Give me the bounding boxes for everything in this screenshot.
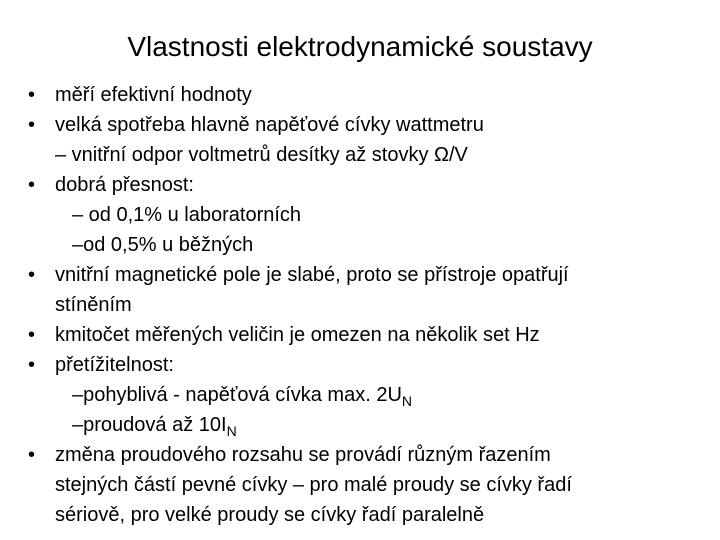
list-item-continuation <box>28 140 708 170</box>
subscript: N <box>401 393 413 409</box>
bullet-icon: • <box>28 444 36 466</box>
list-item <box>28 80 708 110</box>
list-item-continuation <box>28 470 708 500</box>
list-item-text: přetížitelnost: <box>55 354 174 376</box>
list-item-text: stíněním <box>55 294 132 316</box>
sub-item-text: –proudová až 10I <box>72 414 227 436</box>
list-item <box>28 110 708 140</box>
list-item <box>28 260 708 290</box>
list-item-continuation <box>28 290 708 320</box>
slide-title: Vlastnosti elektrodynamické soustavy <box>127 31 593 62</box>
bullet-icon: • <box>28 114 36 136</box>
bullet-icon: • <box>28 324 36 346</box>
list-item-text: velká spotřeba hlavně napěťové cívky wattmetru <box>55 114 484 136</box>
list-item <box>28 440 708 470</box>
sub-item <box>28 380 708 410</box>
list-item-text: dobrá přesnost: <box>55 174 194 196</box>
list-item-text: vnitřní magnetické pole je slabé, proto se přístroje opatřují <box>55 264 569 286</box>
list-item <box>28 350 708 380</box>
list-item <box>28 320 708 350</box>
sub-item <box>28 410 708 440</box>
sub-item-text: –od 0,5% u běžných <box>72 234 254 256</box>
sub-item <box>28 230 708 260</box>
list-item-text: stejných částí pevné cívky – pro malé proudy se cívky řadí <box>55 474 572 496</box>
list-item-text: měří efektivní hodnoty <box>55 84 252 106</box>
sub-item-text: –pohyblivá - napěťová cívka max. 2U <box>72 384 402 406</box>
bullet-icon: • <box>28 354 36 376</box>
bullet-icon: • <box>28 174 36 196</box>
list-item-text: změna proudového rozsahu se provádí různým řazením <box>55 444 551 466</box>
list-item <box>28 170 708 200</box>
sub-item-text: – od 0,1% u laboratorních <box>72 204 302 226</box>
bullet-icon: • <box>28 264 36 286</box>
sub-item <box>28 200 708 230</box>
bullet-list <box>28 80 708 530</box>
list-item-text: sériově, pro velké proudy se cívky řadí paralelně <box>55 504 485 526</box>
list-item-text: kmitočet měřených veličin je omezen na několik set Hz <box>55 324 540 346</box>
subscript: N <box>226 423 237 439</box>
bullet-icon: • <box>28 84 36 106</box>
sub-item-text: – vnitřní odpor voltmetrů desítky až stovky Ω/V <box>55 144 468 166</box>
list-item-continuation <box>28 500 708 530</box>
